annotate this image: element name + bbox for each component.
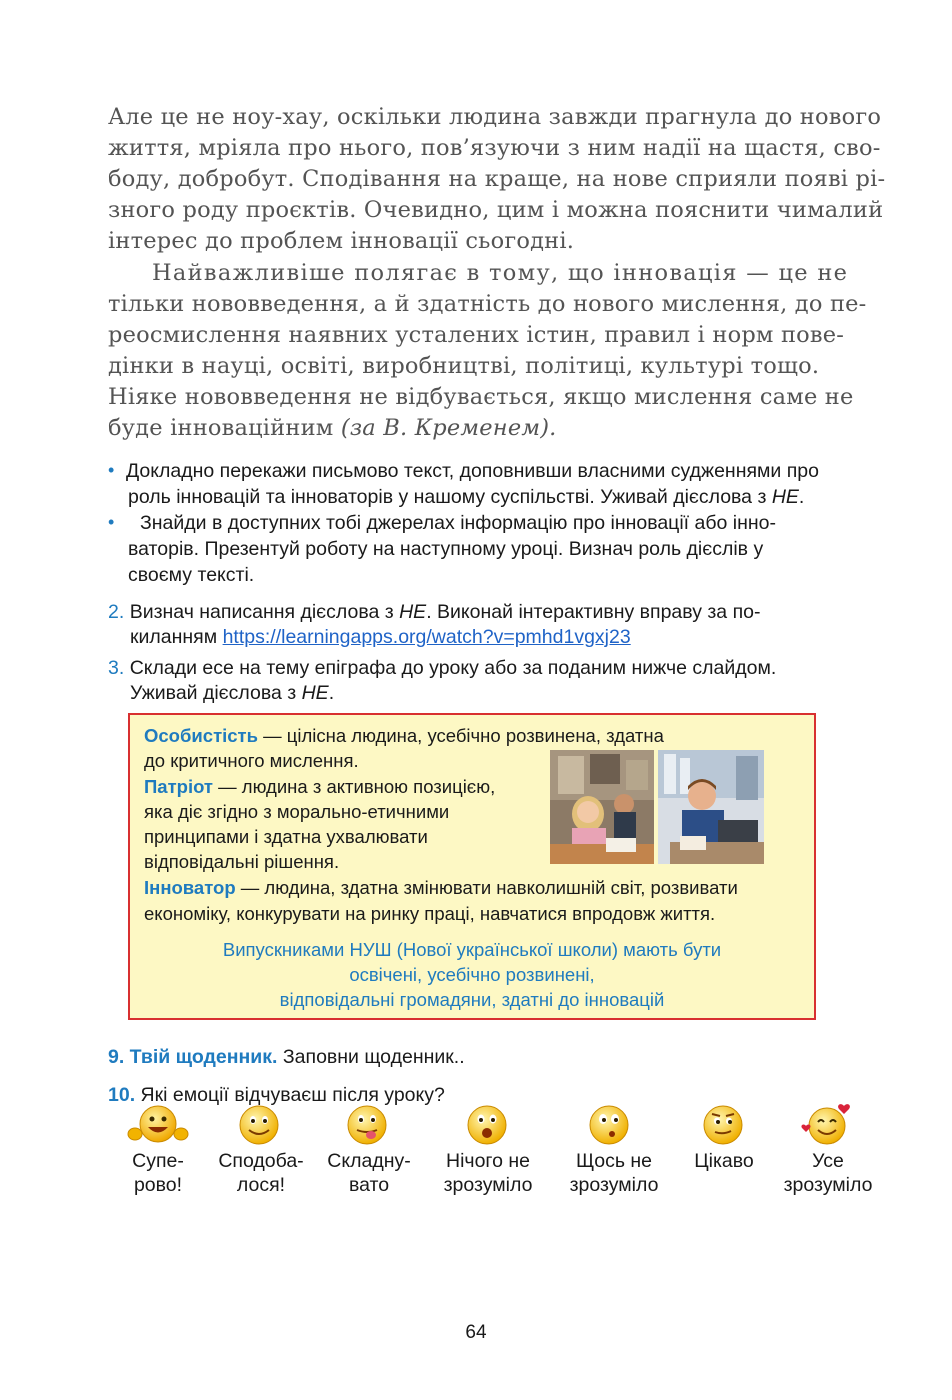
slide-def-text: до критичного мислення. (144, 750, 359, 771)
paragraph-line: боду, добробут. Сподівання на краще, на нове сприяли появі рі- (108, 166, 886, 192)
emotion-label-difficult: Складну- вато (327, 1150, 411, 1196)
task-text: Уживай дієслова з (130, 682, 297, 704)
emotion-label-all-understood: Усе зрозуміло (783, 1150, 873, 1196)
page-number: 64 (465, 1322, 487, 1343)
slide-footer-line: Випускниками НУШ (Нової української школи) мають бути (222, 939, 722, 960)
task-3-line2 (130, 682, 334, 705)
emotion-label-not-understood: Нічого не зрозуміло (443, 1150, 533, 1196)
paragraph-text: буде інноваційним (108, 415, 334, 441)
paragraph-line: Ніяке нововведення не відбувається, якщо мислення саме не (108, 384, 854, 410)
slide-def-text: яка діє згідно з морально-етичними (144, 801, 450, 822)
punct: . (328, 682, 335, 704)
definition-text: — людина, здатна змінювати навколишній світ, розвивати (235, 877, 738, 898)
task-text: Заповни щоденник.. (277, 1046, 465, 1068)
bullet-text (128, 486, 804, 509)
bullet-dot: • (108, 460, 115, 480)
term-patriot: Патріот (144, 776, 213, 797)
tongue-out-smiley-icon[interactable] (344, 1104, 390, 1146)
slide-def-3 (144, 877, 738, 899)
task-2-line2 (130, 626, 631, 649)
task-label: 9. Твій щоденник. (108, 1046, 278, 1068)
slide-def-1 (144, 725, 664, 747)
slide-def-2 (144, 776, 495, 798)
bullet-text: Знайди в доступних тобі джерелах інформацію про інновації або інно- (140, 512, 777, 534)
paragraph-line: зного роду проєктів. Очевидно, цим і можна пояснити чималий (108, 197, 884, 223)
emotion-label-partly-understood: Щось не зрозуміло (569, 1150, 659, 1196)
emotion-label-interesting: Цікаво (694, 1150, 754, 1172)
task-text: Склади есе на тему епіграфа до уроку або за поданим нижче слайдом. (129, 657, 777, 679)
slide-def-text: економіку, конкурувати на ринку праці, навчатися впродовж життя. (144, 903, 716, 924)
bullet-text: Докладно перекажи письмово текст, доповнивши власними судженнями про (126, 460, 819, 482)
bullet-text: ваторів. Презентуй роботу на наступному уроці. Визнач роль дієслів у (128, 538, 764, 560)
task-label: 10. (108, 1084, 136, 1106)
term-personality: Особистість (144, 725, 258, 746)
punct: . (798, 486, 805, 508)
paragraph-line (108, 415, 557, 441)
ne-particle: НЕ (771, 486, 799, 508)
slide-footer-line: відповідальні громадяни, здатні до інновацій (279, 989, 665, 1010)
task-text: киланням (130, 626, 218, 648)
term-innovator: Інноватор (144, 877, 236, 898)
task-text: . Виконай інтерактивну вправу за по- (426, 601, 761, 623)
citation: (за В. Кременем). (340, 415, 557, 441)
task-text: Які емоції відчуваєш після уроку? (135, 1084, 445, 1106)
bullet-text: своєму тексті. (128, 564, 255, 586)
task-text: Визнач написання дієслова з (129, 601, 394, 623)
emotion-label-super: Супе- рово! (132, 1150, 184, 1196)
thumbs-up-smiley-icon[interactable] (126, 1104, 190, 1146)
bullet-text-part: роль інновацій та інноваторів у нашому суспільстві. Уживай дієслова з (128, 486, 767, 508)
emotion-label-liked: Сподоба- лося! (218, 1150, 304, 1196)
task-2 (108, 601, 760, 624)
paragraph-line: дінки в науці, освіті, виробництві, політиці, культурі тощо. (108, 353, 820, 379)
students-photo (550, 750, 764, 864)
surprised-smiley-icon[interactable] (464, 1104, 510, 1146)
learningapps-link[interactable]: https://learningapps.org/watch?v=pmhd1vgxj23 (222, 626, 631, 648)
task-number: 2. (108, 601, 125, 623)
curious-smiley-icon[interactable] (700, 1104, 746, 1146)
paragraph-line: інтерес до проблем інновації сьогодні. (108, 228, 575, 254)
slide-def-text: принципами і здатна ухвалювати (144, 826, 428, 847)
definition-text: — людина з активною позицією, (213, 776, 496, 797)
paragraph-line: реосмислення наявних усталених істин, правил і норм пове- (108, 322, 845, 348)
paragraph-line: життя, мріяла про нього, пов’язуючи з ним надії на щастя, сво- (108, 135, 881, 161)
ne-particle: НЕ (399, 601, 427, 623)
bullet-dot: • (108, 512, 115, 532)
paragraph-line: тільки нововведення, а й здатність до нового мислення, до пе- (108, 291, 867, 317)
paragraph-line: Найважливіше полягає в тому, що інновація — це не (152, 260, 849, 286)
task-3 (108, 657, 776, 680)
ne-particle: НЕ (301, 682, 329, 704)
task-number: 3. (108, 657, 125, 679)
definition-text: — цілісна людина, усебічно розвинена, здатна (258, 725, 664, 746)
smiley-icon[interactable] (236, 1104, 282, 1146)
task-9 (108, 1046, 465, 1069)
paragraph-line: Але це не ноу-хау, оскільки людина завжди прагнула до нового (108, 104, 882, 130)
slide-def-text: відповідальні рішення. (144, 851, 340, 872)
slide-footer-line: освічені, усебічно розвинені, (349, 964, 595, 985)
confused-smiley-icon[interactable] (584, 1104, 634, 1146)
love-smiley-icon[interactable] (800, 1102, 856, 1146)
